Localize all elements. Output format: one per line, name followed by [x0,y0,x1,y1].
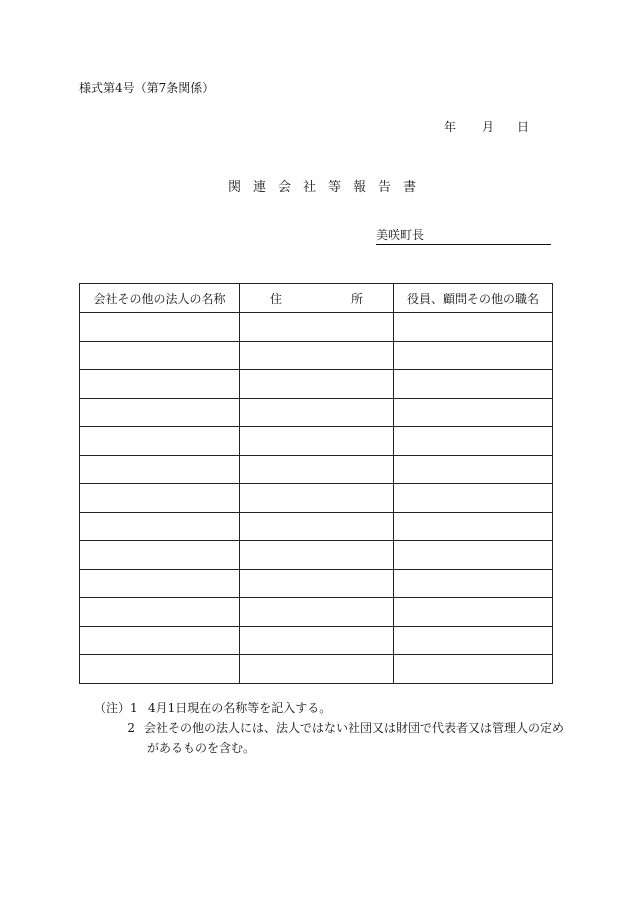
header-address-left: 住 [270,291,283,306]
cell-company-name[interactable] [80,313,240,342]
cell-officer-title[interactable] [394,484,553,513]
date-year-label: 年 [444,120,457,134]
cell-company-name[interactable] [80,626,240,655]
table-row [80,455,553,484]
cell-company-name[interactable] [80,569,240,598]
note-prefix: （注） [94,701,131,715]
related-companies-table [79,283,553,684]
header-address-right: 所 [350,291,363,306]
cell-company-name[interactable] [80,427,240,456]
cell-officer-title[interactable] [394,598,553,627]
note-number: 2 [127,721,135,735]
cell-officer-title[interactable] [394,655,553,684]
table-row [80,484,553,513]
date-day-label: 日 [517,120,530,134]
document-title: 関連会社等報告書 [228,180,429,195]
table-row [80,313,553,342]
cell-company-name[interactable] [80,484,240,513]
note-text: があるものを含む。 [147,741,256,755]
form-number: 様式第4号（第7条関係） [79,81,215,95]
cell-address[interactable] [240,341,394,370]
cell-company-name[interactable] [80,341,240,370]
addressee: 美咲町長 [376,228,551,245]
date-line [444,118,529,135]
header-company-name: 会社その他の法人の名称 [80,284,240,313]
table-row [80,341,553,370]
cell-company-name[interactable] [80,455,240,484]
table-row [80,398,553,427]
cell-address[interactable] [240,455,394,484]
cell-address[interactable] [240,398,394,427]
cell-officer-title[interactable] [394,626,553,655]
cell-address[interactable] [240,655,394,684]
cell-officer-title[interactable] [394,541,553,570]
cell-company-name[interactable] [80,541,240,570]
table-row [80,655,553,684]
table-header-row [80,284,553,313]
table-body [80,313,553,684]
cell-address[interactable] [240,484,394,513]
cell-officer-title[interactable] [394,370,553,399]
table-row [80,569,553,598]
table-row [80,370,553,399]
note-number: 1 [130,701,138,715]
note-text: 4月1日現在の名称等を記入する。 [148,701,332,715]
cell-company-name[interactable] [80,512,240,541]
table-row [80,427,553,456]
header-address [240,284,394,313]
header-officer-title: 役員、顧問その他の職名 [394,284,553,313]
cell-officer-title[interactable] [394,569,553,598]
cell-officer-title[interactable] [394,341,553,370]
cell-address[interactable] [240,598,394,627]
cell-officer-title[interactable] [394,313,553,342]
cell-address[interactable] [240,512,394,541]
cell-company-name[interactable] [80,370,240,399]
table-row [80,541,553,570]
cell-address[interactable] [240,569,394,598]
cell-address[interactable] [240,427,394,456]
cell-officer-title[interactable] [394,398,553,427]
cell-address[interactable] [240,626,394,655]
cell-officer-title[interactable] [394,512,553,541]
note-continuation [94,738,564,758]
cell-officer-title[interactable] [394,455,553,484]
cell-company-name[interactable] [80,398,240,427]
note-item [94,698,564,718]
note-text: 会社その他の法人には、法人ではない社団又は財団で代表者又は管理人の定め [143,721,564,735]
cell-company-name[interactable] [80,598,240,627]
cell-address[interactable] [240,541,394,570]
cell-address[interactable] [240,313,394,342]
note-item [94,718,564,738]
cell-officer-title[interactable] [394,427,553,456]
notes-section [94,698,564,758]
date-month-label: 月 [482,120,495,134]
cell-company-name[interactable] [80,655,240,684]
table-row [80,626,553,655]
cell-address[interactable] [240,370,394,399]
table-row [80,512,553,541]
table-row [80,598,553,627]
